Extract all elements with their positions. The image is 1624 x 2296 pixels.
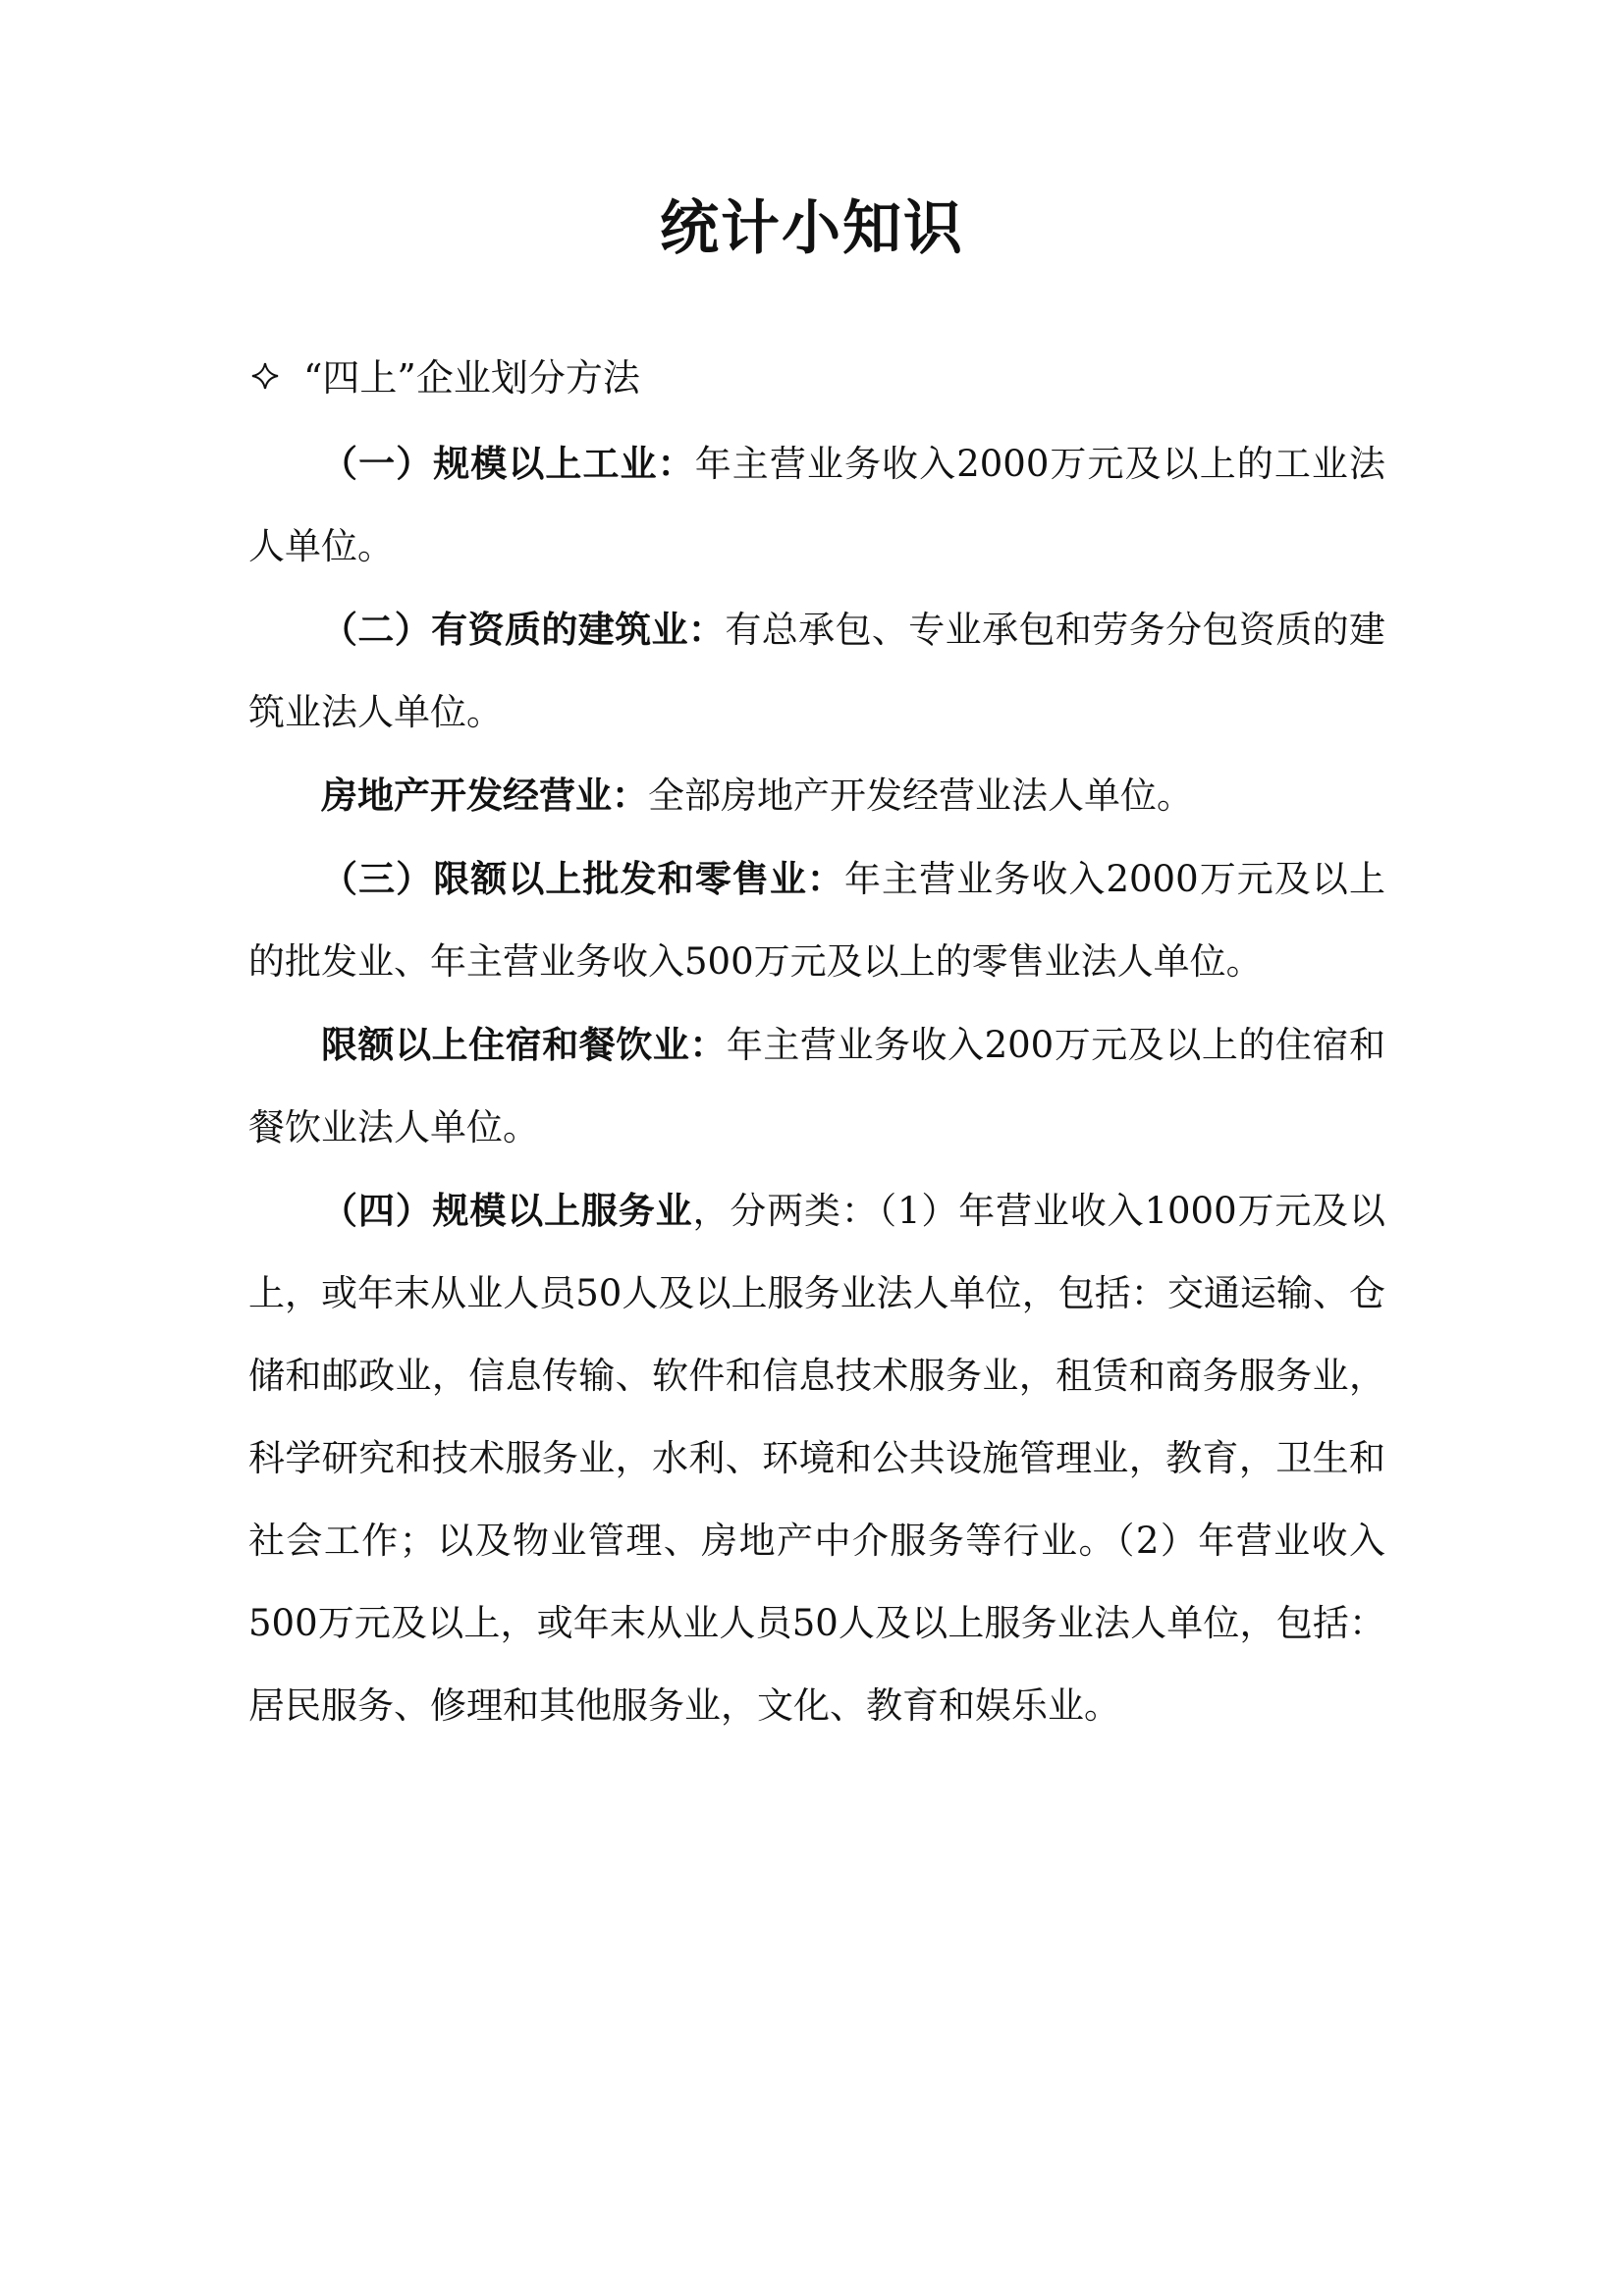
paragraph-industry (248, 422, 1385, 588)
paragraph-text: 年主营业务收入2000万元及以上的批发业、年主营业务收入500万元及以上的零售业法人单位。 (248, 858, 1385, 983)
paragraph-term: 房地产开发经营业： (321, 774, 648, 817)
paragraph-real-estate (248, 754, 1385, 837)
paragraph-term: （一）规模以上工业： (321, 442, 695, 485)
paragraph-construction (248, 588, 1385, 754)
paragraph-text: 全部房地产开发经营业法人单位。 (648, 774, 1193, 817)
section-heading-text: “四上”企业划分方法 (303, 356, 640, 400)
paragraph-text: 年主营业务收入2000万元及以上的工业法人单位。 (248, 443, 1385, 567)
paragraph-wholesale-retail (248, 837, 1385, 1003)
paragraph-term: 限额以上住宿和餐饮业： (321, 1023, 727, 1066)
paragraph-services (248, 1169, 1385, 1747)
document-body (248, 422, 1385, 1747)
paragraph-term: （三）限额以上批发和零售业： (321, 857, 844, 900)
paragraph-accommodation-catering (248, 1003, 1385, 1169)
paragraph-text: 年主营业务收入200万元及以上的住宿和餐饮业法人单位。 (248, 1024, 1385, 1148)
paragraph-text: 有总承包、专业承包和劳务分包资质的建筑业法人单位。 (248, 609, 1386, 733)
paragraph-term: （四）规模以上服务业 (321, 1189, 693, 1232)
page-title: 统计小知识 (660, 194, 964, 263)
paragraph-term: （二）有资质的建筑业： (321, 608, 726, 651)
paragraph-text: ，分两类：（1）年营业收入1000万元及以上，或年末从业人员50人及以上服务业法人单位，包括：交通运输、仓储和邮政业，信息传输、软件和信息技术服务业，租赁和商务服务业，科学研究和技术服务业，水利、环境和公共设施管理业，教育，卫生和社会工作；以及物业管理、房地产中介服务等行业。（2）年营业收入500万元及以上，或年末从业人员50人及以上服务业法人单位，包括：居民服务、修理和其他服务业，文化、教育和娱乐业。 (248, 1190, 1386, 1727)
diamond-outline-icon (248, 344, 282, 412)
section-heading (248, 344, 640, 412)
